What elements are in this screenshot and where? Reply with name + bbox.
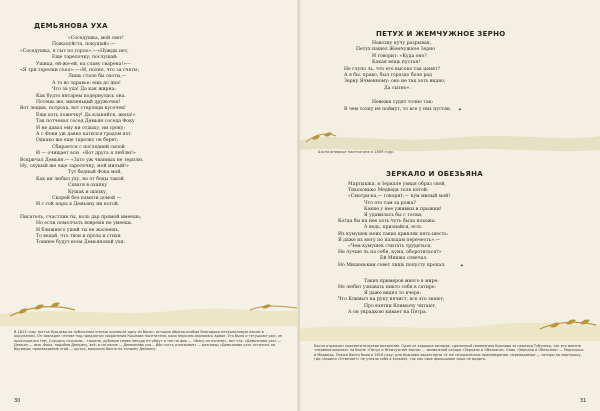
poem-line: То ведай, что твои и проза и стихи bbox=[36, 234, 121, 239]
poem-line: Лишь стало бы охоты,— bbox=[68, 74, 127, 80]
poem-line: Вскричал Демьян.— «Зато уж чванных не терплю. bbox=[20, 157, 144, 163]
poem-line: Какая вещь пустая! bbox=[372, 60, 421, 66]
left-page-note: В 1813 году третья Крылова на публичном чтении пронесла одну из басен; история обрела особые благодаря нетерпеливую неким в окружении. Он завладел чтение под предлогом сохранения Крылова посетителя, коих впрочем оказалась вдвое. Его было и тетушкам уже, он прислушался тем, Слушать слушали... тишине, дубовые слова никуда не уйдут и так на фок — «Фоку он ногами», вот что: «Демьянова уха» — Демьян — имя. Фока, подобно Демьяну, всё, в согласие — Демьянова уха... Ибо гость отказывает — разговор «Демьянова уха» остались на бытовую; произведение этой — шутка, вопросик басни по хозяину Демьяну. bbox=[14, 330, 283, 352]
poem-line: Когда бы на нее хоть чуть была похожа. bbox=[338, 219, 437, 225]
poem-line: Что это там за рожа? bbox=[364, 200, 416, 206]
poem-line: Зерну Ячменному: оно не так хоть видно, bbox=[344, 79, 446, 85]
right-caption: Басня впервые напечатана в 1809 году. bbox=[318, 150, 395, 154]
poem-line: «Соседушка, я сыт по горло».—«Нужды нет, bbox=[20, 48, 129, 54]
poem-line: Как будто янтарем подернулась она. bbox=[36, 93, 126, 99]
right-page-number: 31 bbox=[580, 398, 587, 404]
poem-line: «Соседушка, мой свет! bbox=[68, 36, 124, 41]
poem-line: А я бы, право, был гораздо боле рад bbox=[344, 73, 433, 78]
poem-line: Мартышка, в Зеркале увидя образ свой, bbox=[348, 182, 446, 187]
right-page-title-1: ПЕТУХ И ЖЕМЧУЖНОЕ ЗЕРНО bbox=[376, 30, 506, 38]
left-page-number: 30 bbox=[14, 398, 21, 404]
poem-line: Пожалуйста, покушай».— bbox=[52, 42, 116, 48]
poem-line: Но если помолчать вовремя не умеешь bbox=[36, 221, 132, 227]
poem-line: Таких примеров много в мире: bbox=[364, 278, 439, 284]
right-page-note: Басня отражает просветительское воззрение. Один из хороших авторов, сделанный появлению Крылова за переход Тубулеко, так его вполне «первоначальная» на басне «Петух и Жемчужное зерно» ... возможной сатире «Зеркало и Обезьяна». Сама «Зеркало и Обезьяна» — Мартышка и Медведь. Позже басня была в 1816 году; для Крылова характерны те же сатирические произведения, переводимые — сатиры на мартышку, где героиня «Отвечает» не узнала себя в зеркале, так как свое фальшивое лицо не видать. bbox=[314, 344, 584, 361]
poem-line: Не глупо ль, что его высоко так ценят? bbox=[344, 66, 440, 72]
poem-line: Я даже видел то вчера: bbox=[364, 291, 422, 297]
poem-line: Тут бедный Фока мой, bbox=[68, 170, 122, 176]
poem-line: Скорей без памяти домой — bbox=[52, 196, 122, 201]
poem-line: И ближнего ушей ты не жалеешь, bbox=[36, 227, 120, 233]
left-page-title: ДЕМЬЯНОВА УХА bbox=[34, 22, 108, 30]
poem-line: И — очищает всю. «Вот друга я люблю!» bbox=[36, 151, 136, 157]
poem-line: Еще хоть ложечку! Да кланяйся, жена!» bbox=[36, 112, 136, 118]
poem-line: Я удавилась бы с тоски, bbox=[364, 213, 423, 218]
poem-line: Что Климыч на руку нечист, все это знают; bbox=[338, 297, 445, 303]
poem-line: Потешь же, миленький дружочек! bbox=[36, 100, 121, 105]
right-ornament-band-bottom bbox=[300, 315, 600, 341]
poem-line: Схватя в охапку bbox=[68, 183, 108, 189]
poem-line: Кушак и шапку, bbox=[68, 189, 108, 195]
poem-line: Из кумушек моих таких кривляк пять-шесть: bbox=[338, 231, 449, 237]
poem-line: И говорит: «Куда оно? bbox=[372, 53, 427, 59]
poem-line: Тихохонько Медведя толк ногой: bbox=[348, 188, 429, 194]
poem-line: Сбирается с последней силой bbox=[52, 144, 125, 150]
poem-line: И не давал ему ни отдыху, ни сроку; bbox=[36, 125, 126, 131]
poem-line: Писатель, счастлив ты, коль дар прямой имеешь; bbox=[20, 214, 142, 220]
poem-line: Не любит узнавать никто себя в сатире. bbox=[338, 285, 437, 290]
poem-line: А с Фоки уж давно катился градом пот. bbox=[36, 132, 133, 137]
poem-line: Тошнее будут всем Демьяновой ухи. bbox=[36, 240, 125, 246]
poem-line: А он украдкою кивает на Петра. bbox=[348, 309, 428, 315]
poem-line: Про взятки Климычу читают, bbox=[364, 303, 437, 309]
poem-line: Вот лещик, потроха, вот стерляди кусочек! bbox=[20, 106, 126, 112]
poem-line: Петух нашел Жемчужное Зерно bbox=[356, 47, 435, 53]
poem-line: Ушица, ей-же-ей, на славу сварена!»— bbox=[36, 61, 131, 67]
poem-line: Однако же еще тарелку он берет, bbox=[36, 138, 119, 144]
poem-line: Ей Мишка отвечал. bbox=[380, 256, 428, 262]
poem-separator-star-1: ✦ bbox=[458, 108, 462, 113]
poem-line: «Я три тарелки съел».—«И, полно, что за счеты; bbox=[20, 68, 140, 73]
poem-line: «Смотри-ка,— говорит,— кум милый мой! bbox=[348, 194, 451, 200]
poem-line: И с той поры к Демьяну ни ногой. bbox=[36, 202, 120, 208]
poem-line: «Чем кумушек считать трудиться, bbox=[348, 244, 432, 249]
poem-line: В чем толку не поймут, то все у них пустяк. bbox=[344, 106, 452, 112]
poem-separator-star-2: ✦ bbox=[460, 264, 464, 269]
left-ornament-band bbox=[0, 296, 297, 326]
right-page-title-2: ЗЕРКАЛО И ОБЕЗЬЯНА bbox=[386, 170, 483, 178]
poem-line: Так потчевал сосед Демьян соседа Фоку bbox=[36, 119, 135, 125]
poem-line: Не лучше ль на себя, кума, оборотиться?» bbox=[338, 250, 442, 256]
poem-line: Какие у нее ужимки и прыжки! bbox=[364, 206, 442, 212]
poem-line: Да сытно». bbox=[384, 85, 411, 91]
poem-line: Невежи судят точно так: bbox=[372, 100, 434, 106]
poem-line: Я даже их могу по пальцам перечесть».— bbox=[338, 237, 441, 243]
poem-line: А то во здравье: ешь до дна! bbox=[52, 80, 121, 86]
poem-line: Еще тарелочку; послушай: bbox=[52, 55, 118, 61]
poem-line: Но Мишенькин совет лишь попусту пропал. bbox=[338, 262, 446, 268]
poem-line: А ведь, признайся, есть bbox=[364, 225, 422, 231]
poem-line: Как ни любил уху, но от беды такой, bbox=[36, 176, 126, 182]
poem-line: Навозну кучу разрывая, bbox=[372, 41, 432, 46]
poem-line: Что за уха! Да как жирна: bbox=[52, 87, 116, 93]
right-page bbox=[300, 0, 600, 411]
poem-line: Ну, скушай же еще тарелочку, мой милый!» bbox=[20, 164, 129, 169]
